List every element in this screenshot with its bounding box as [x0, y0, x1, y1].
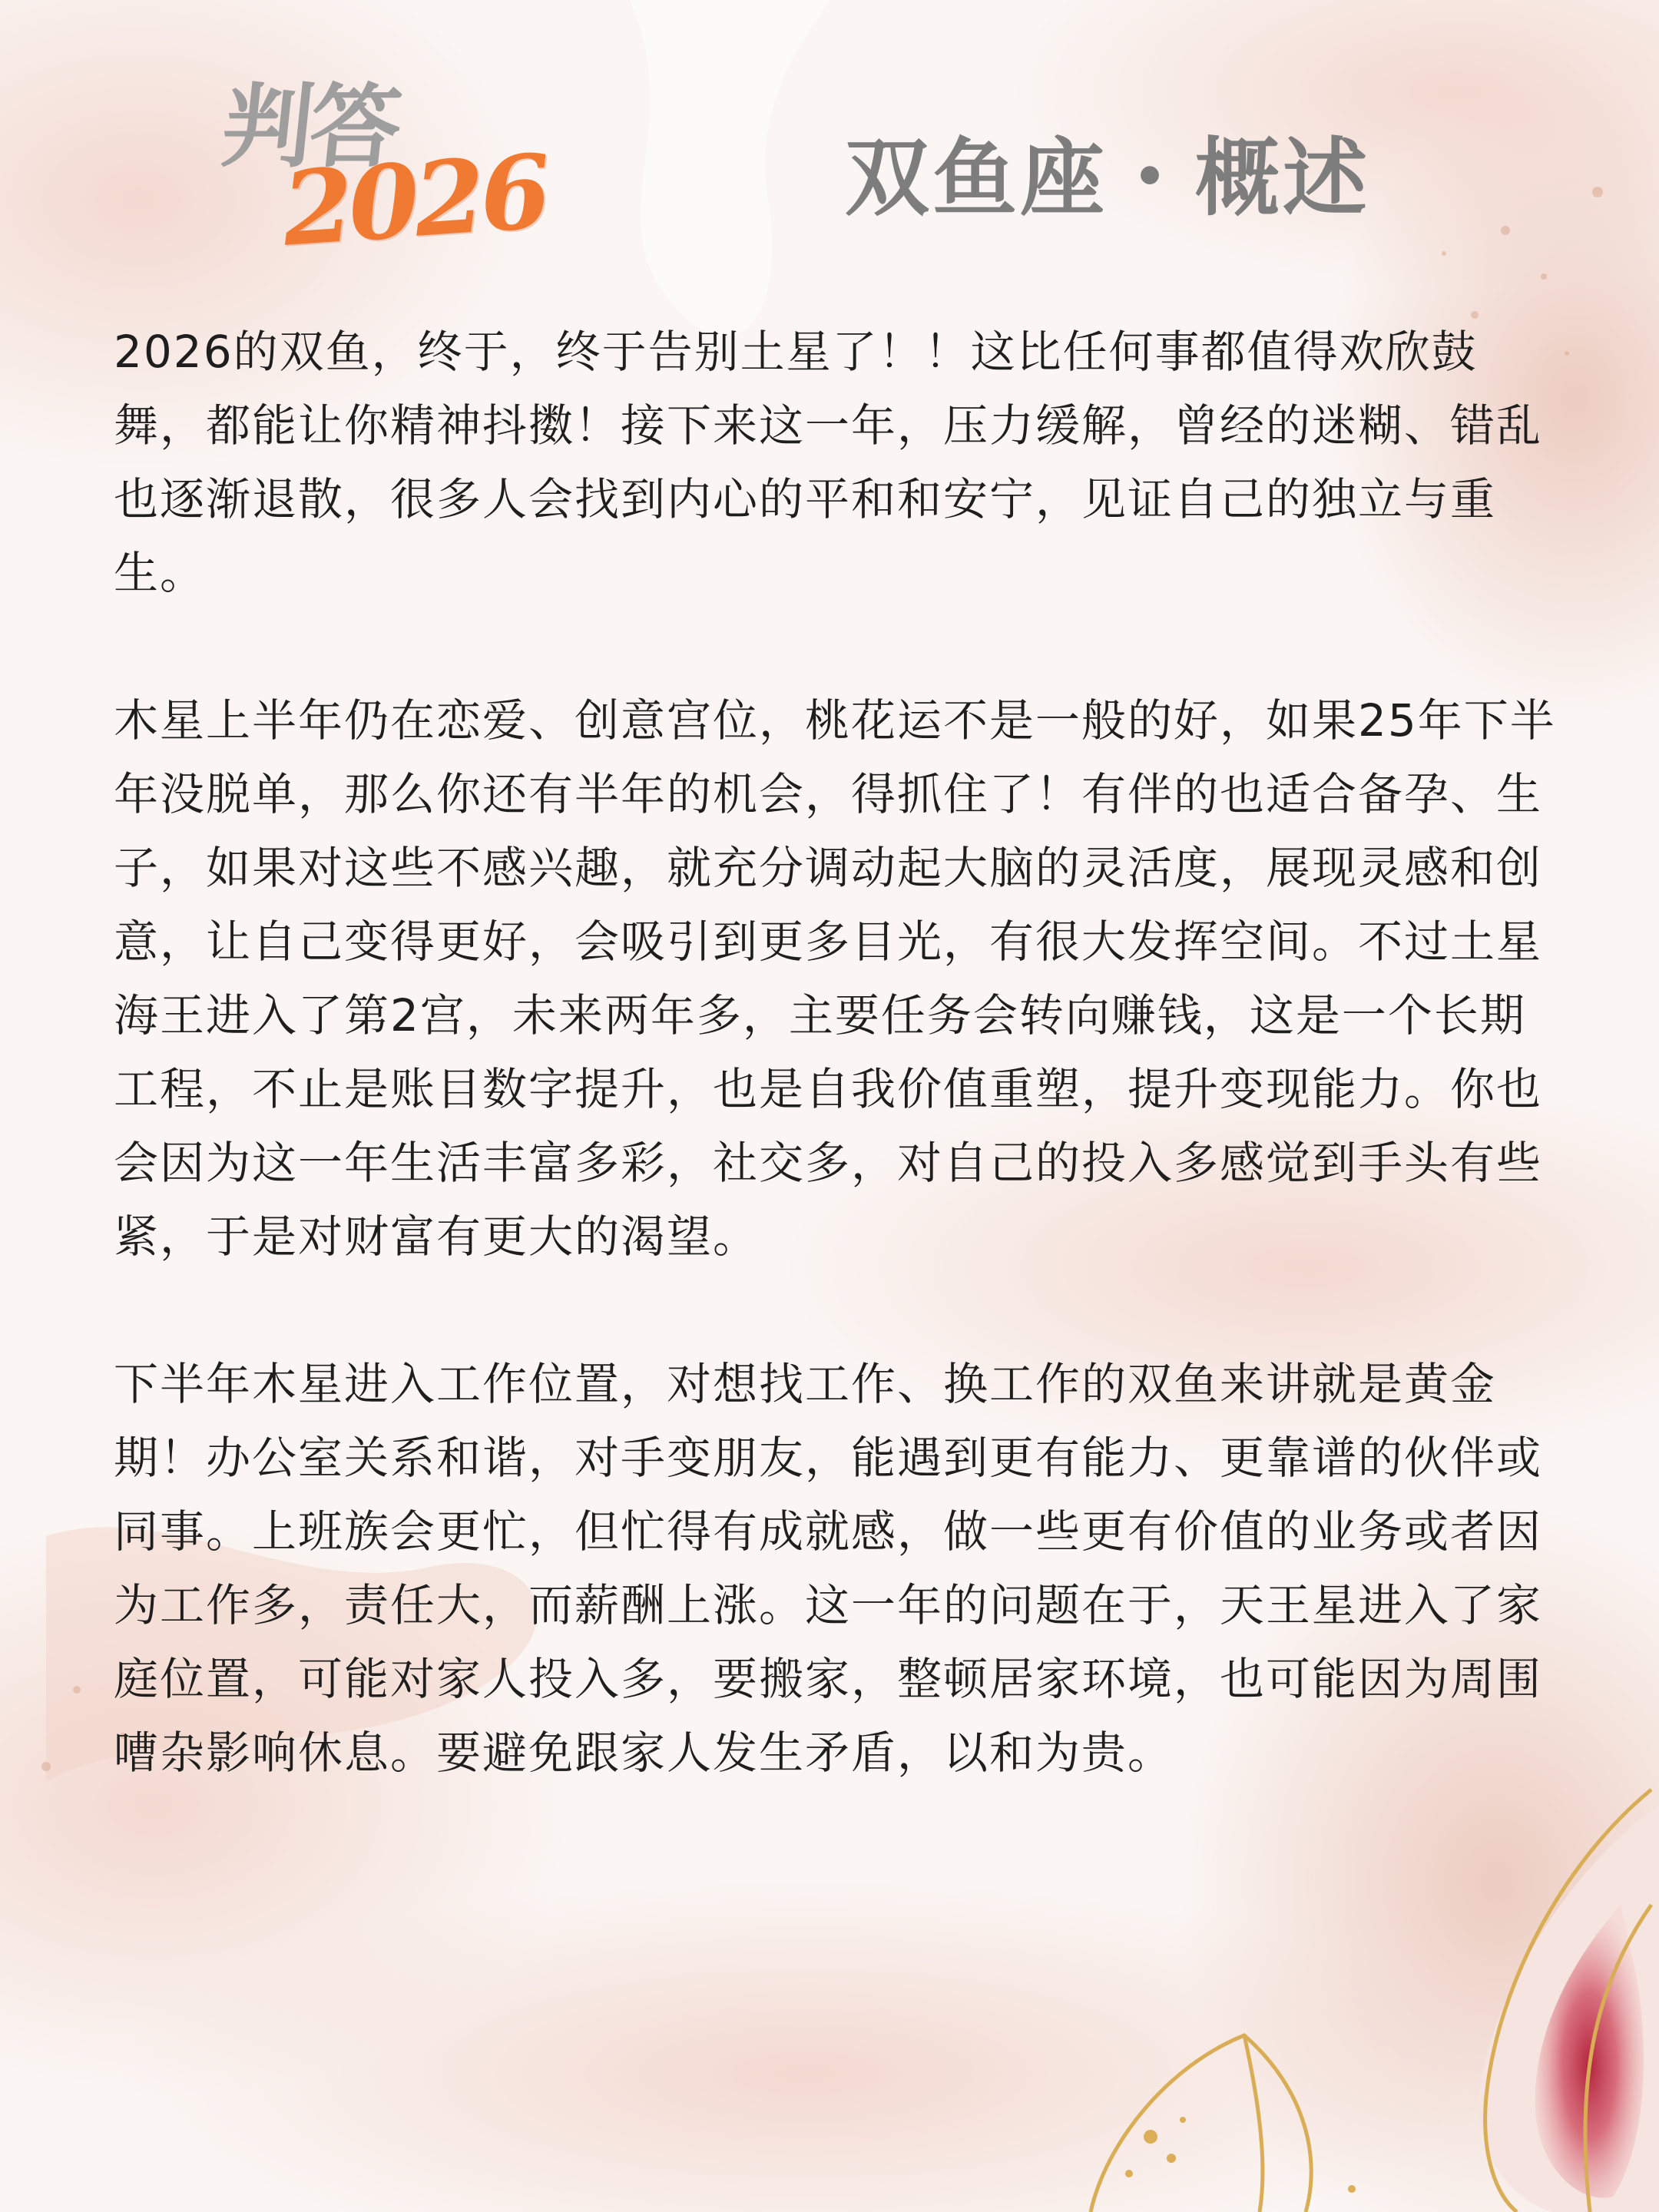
- logo-year: 2026: [278, 132, 551, 270]
- logo-text: 判答: [217, 74, 404, 180]
- article-body: [114, 315, 1558, 1863]
- paragraph-first-half: 木星上半年仍在恋爱、创意宫位，桃花运不是一般的好，如果25年下半年没脱单，那么你还有半年的机会，得抓住了！有伴的也适合备孕、生子，如果对这些不感兴趣，就充分调动起大脑的灵活度，展现灵感和创意，让自己变得更好，会吸引到更多目光，有很大发挥空间。不过土星海王进入了第2宫，未来两年多，主要任务会转向赚钱，这是一个长期工程，不止是账目数字提升，也是自我价值重塑，提升变现能力。你也会因为这一年生活丰富多彩，社交多，对自己的投入多感觉到手头有些紧，于是对财富有更大的渴望。: [114, 694, 1556, 1263]
- paragraph-intro: 2026的双鱼，终于，终于告别土星了！！这比任何事都值得欢欣鼓舞，都能让你精神抖擞！接下来这一年，压力缓解，曾经的迷糊、错乱也逐渐退散，很多人会找到内心的平和和安宁，见证自己的独立与重生。: [114, 326, 1543, 599]
- logo: [217, 74, 551, 270]
- page-title: 双鱼座・概述: [845, 129, 1370, 227]
- paragraph-second-half: 下半年木星进入工作位置，对想找工作、换工作的双鱼来讲就是黄金期！办公室关系和谐，对手变朋友，能遇到更有能力、更靠谱的伙伴或同事。上班族会更忙，但忙得有成就感，做一些更有价值的业务或者因为工作多，责任大，而薪酬上涨。这一年的问题在于，天王星进入了家庭位置，可能对家人投入多，要搬家，整顿居家环境，也可能因为周围嘈杂影响休息。要避免跟家人发生矛盾，以和为贵。: [114, 1358, 1543, 1779]
